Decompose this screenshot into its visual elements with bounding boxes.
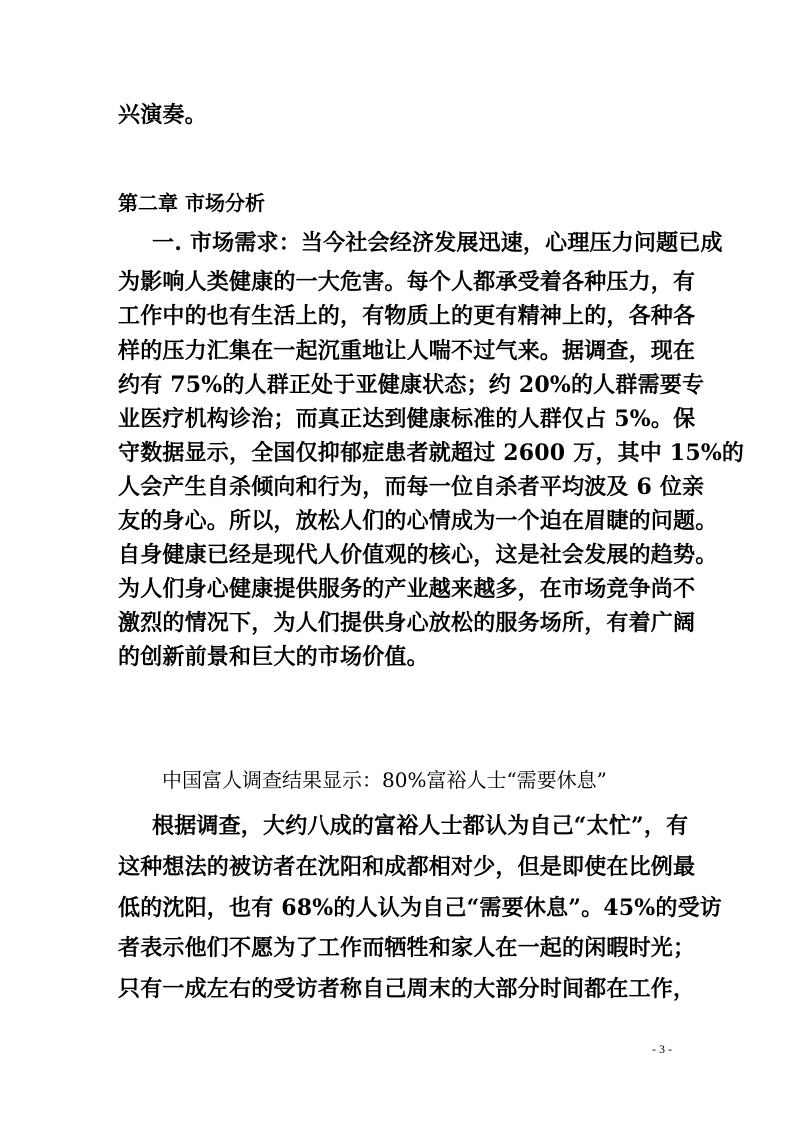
chapter-heading: 第二章 市场分析 [118, 191, 265, 215]
paragraph-line: 为人们身心健康提供服务的产业越来越多，在市场竞争尚不 [118, 576, 696, 602]
paragraph-line: 约有 75%的人群正处于亚健康状态；约 20%的人群需要专 [118, 372, 705, 398]
paragraph-line: 守数据显示，全国仅抑郁症患者就超过 2600 万，其中 15%的 [118, 440, 745, 466]
paragraph-line: 的创新前景和巨大的市场价值。 [118, 644, 429, 670]
paragraph-line: 自身健康已经是现代人价值观的核心，这是社会发展的趋势。 [118, 542, 718, 568]
paragraph-line: 只有一成左右的受访者称自己周末的大部分时间都在工作， [118, 976, 696, 1002]
paragraph-line: 人会产生自杀倾向和行为，而每一位自杀者平均波及 6 位亲 [118, 474, 705, 500]
paragraph-line: 友的身心。所以，放松人们的心情成为一个迫在眉睫的问题。 [118, 508, 718, 534]
paragraph-line: 者表示他们不愿为了工作而牺牲和家人在一起的闲暇时光； [118, 935, 696, 961]
paragraph-line: 根据调查，大约八成的富裕人士都认为自己“太忙”，有 [152, 813, 689, 839]
paragraph-line: 这种想法的被访者在沈阳和成都相对少，但是即使在比例最 [118, 854, 696, 880]
paragraph-line: 业医疗机构诊治；而真正达到健康标准的人群仅占 5%。保 [118, 406, 696, 432]
paragraph-line: 激烈的情况下，为人们提供身心放松的服务场所，有着广阔 [118, 610, 696, 636]
survey-title: 中国富人调查结果显示：80%富裕人士“需要休息” [162, 768, 607, 792]
paragraph-line: 工作中的也有生活上的，有物质上的更有精神上的，各种各 [118, 303, 696, 329]
paragraph-line: 样的压力汇集在一起沉重地让人喘不过气来。据调查，现在 [118, 338, 696, 364]
continuation-line: 兴演奏。 [118, 102, 207, 128]
paragraph-line: 一. 市场需求：当今社会经济发展迅速，心理压力问题已成 [152, 230, 723, 256]
paragraph-line: 低的沈阳，也有 68%的人认为自己“需要休息”。45%的受访 [118, 895, 723, 921]
paragraph-line: 为影响人类健康的一大危害。每个人都承受着各种压力，有 [118, 269, 696, 295]
page-number: - 3 - [652, 1042, 672, 1056]
